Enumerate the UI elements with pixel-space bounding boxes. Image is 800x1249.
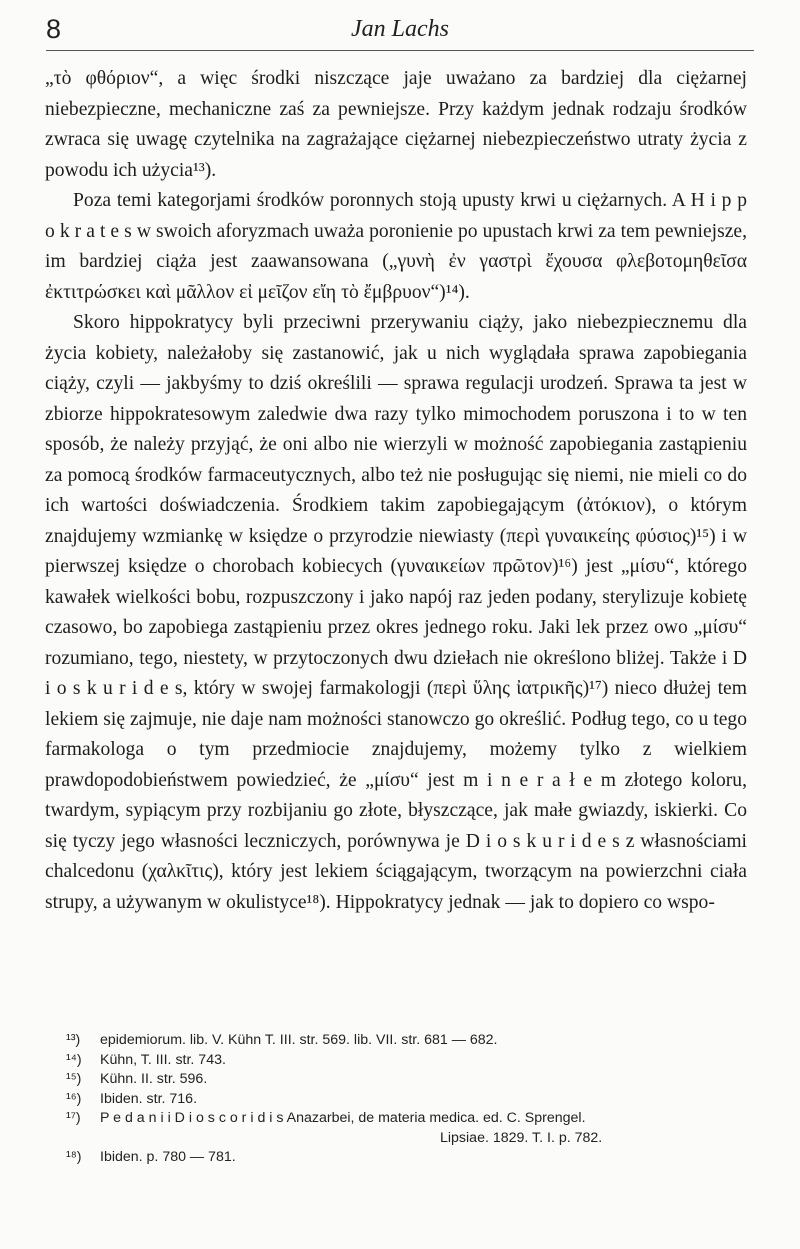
footnote-text: P e d a n i i D i o s c o r i d i s Anazarbei, de materia medica. ed. C. Sprengel.: [100, 1110, 586, 1126]
footnote-number: ¹⁷): [66, 1110, 81, 1126]
header-rule: [46, 50, 754, 51]
paragraph-2: Poza temi kategorjami środków poronnych stoją upusty krwi u ciężarnych. A H i p p o k r a t e s w swoich aforyzmach uważa poronienie po upustach krwi za tem pewniejsze, im bardziej ciąża jest zaawansowana („γυνὴ ἐν γαστρὶ ἔχουσα φλεβοτομηθεῖσα ἐκτιτρώσκει καὶ μᾶλλον εἰ μεῖζον εἴη τὸ ἔμβρυον“)¹⁴).: [45, 190, 747, 303]
footnote-text: epidemiorum. lib. V. Kühn T. III. str. 569. lib. VII. str. 681 — 682.: [100, 1032, 498, 1048]
footnote-15: [66, 1070, 766, 1090]
footnote-number: ¹⁵): [66, 1071, 82, 1087]
footnote-number: ¹⁴): [66, 1051, 82, 1068]
footnote-text: Lipsiae. 1829. T. I. p. 782.: [440, 1129, 603, 1146]
footnote-text: Ibiden. str. 716.: [100, 1090, 198, 1107]
footnote-text: Kühn. II. str. 596.: [100, 1071, 208, 1087]
footnote-16: [66, 1090, 766, 1110]
footnote-number: ¹⁸): [66, 1149, 82, 1165]
running-head: Jan Lachs: [351, 16, 449, 42]
footnote-14: [66, 1051, 766, 1071]
body-text: [45, 64, 747, 918]
paragraph-3: Skoro hippokratycy byli przeciwni przerywaniu ciąży, jako niebezpiecznemu dla życia kobiety, należałoby się zastanowić, jak u nich wyglądała sprawa zapobiegania ciąży, czyli — jakbyśmy to dziś określili — sprawa regulacji urodzeń. Sprawa ta jest w zbiorze hippokratesowym zaledwie dwa razy tylko mimochodem poruszona i to w ten sposób, że należy przyjąć, że oni albo nie wierzyli w możność zapobiegania zastąpieniu za pomocą środków farmaceutycznych, albo też nie posługując się niemi, nie mieli co do ich wartości doświadczenia. Środkiem takim zapobiegającym (ἀτόκιον), o którym znajdujemy wzmiankę w księdze o przyrodzie niewiasty (περὶ γυναικείης φύσιος)¹⁵) i w pierwszej księdze o chorobach kobiecych (γυναικείων πρῶτον)¹⁶) jest „μίσυ“, którego kawałek wielkości bobu, rozpuszczony i jako napój raz jeden podany, sterylizuje kobietę czasowo, bo zapobiega zastąpieniu przez okres jednego roku. Jaki lek przez owo „μίσυ“ rozumiano, tego, niestety, w przytoczonych dwu dziełach nie określono bliżej. Także i D i o s k u r i d e s, który w swojej farmakologji (περὶ ὕλης ἰατρικῆς)¹⁷) nieco dłużej tem lekiem się zajmuje, nie daje nam możności stanowczo go określić. Podług tego, co u tego farmakologa o tym przedmiocie znajdujemy, możemy tylko z wielkiem prawdopodobieństwem powiedzieć, że „μίσυ“ jest m i n e r a ł e m złotego koloru, twardym, sypiącym przy rozbijaniu go złote, błyszczące, jak małe gwiazdy, iskierki. Co się tyczy jego własności leczniczych, porównywa je D i o s k u r i d e s z własnościami chalcedonu (χαλκῖτις), który jest lekiem ściągającym, tworzącym na powierzchni ciała strupy, a używanym w okulistyce¹⁸). Hippokratycy jednak — jak to dopiero co wspo-: [45, 312, 747, 913]
footnote-18: [66, 1148, 766, 1168]
footnote-text: Ibiden. p. 780 — 781.: [100, 1149, 236, 1165]
footnote-text: Kühn, T. III. str. 743.: [100, 1051, 226, 1068]
footnote-number: ¹³): [66, 1032, 81, 1048]
footnote-17: [66, 1109, 766, 1129]
footnotes: [66, 1031, 766, 1168]
footnote-13: [66, 1031, 766, 1051]
page-number: 8: [46, 14, 62, 44]
paragraph-1: „τὸ φθόριον“, a więc środki niszczące jaje uważano za bardziej dla ciężarnej niebezpieczne, mechaniczne zaś za pewniejsze. Przy każdym jednak rodzaju środków zwraca się uwagę czytelnika na zagrażające ciężarnej niebezpieczeństwo utraty życia z powodu ich użycia¹³).: [45, 68, 747, 181]
footnote-17-continuation: [66, 1129, 766, 1149]
footnote-number: ¹⁶): [66, 1090, 82, 1107]
page-header: [46, 14, 754, 54]
